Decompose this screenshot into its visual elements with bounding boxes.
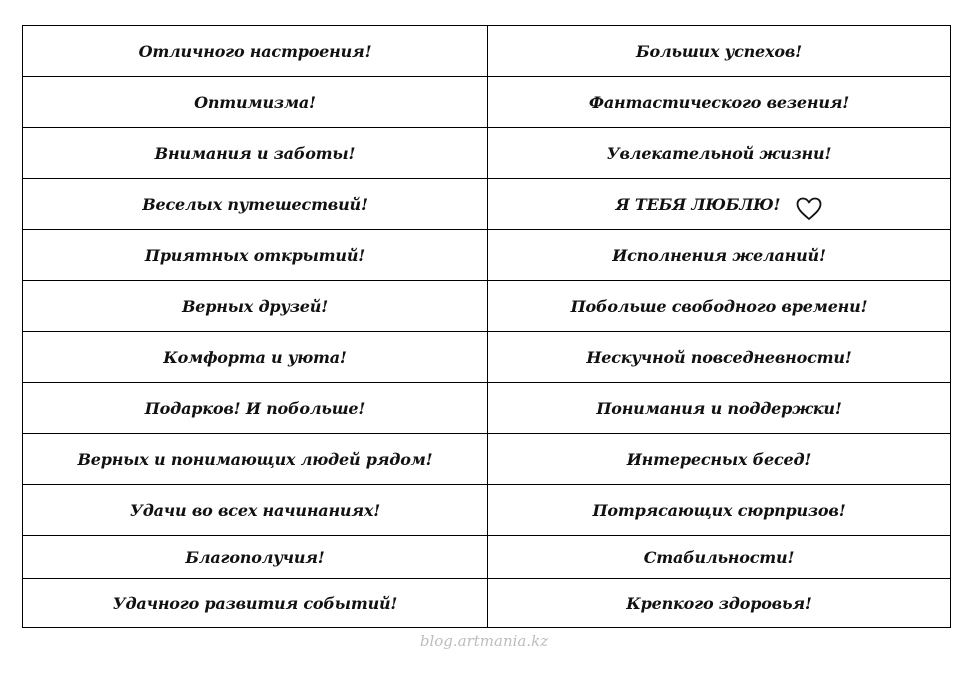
wish-text: Оптимизма! <box>194 92 316 112</box>
wish-cell <box>488 26 950 77</box>
wish-text: Внимания и заботы! <box>154 143 356 163</box>
wish-text: Потрясающих сюрпризов! <box>592 500 846 520</box>
wish-cell <box>488 179 950 230</box>
wish-cell <box>23 485 488 536</box>
wish-text: Побольше свободного времени! <box>570 296 868 316</box>
wish-text: Нескучной повседневности! <box>586 347 852 367</box>
wish-cell <box>488 281 950 332</box>
wish-text: Интересных бесед! <box>626 449 812 469</box>
wish-text: Фантастического везения! <box>588 92 850 112</box>
wish-text: Удачного развития событий! <box>112 594 398 613</box>
wish-text: Стабильности! <box>643 547 795 567</box>
wish-cell <box>488 230 950 281</box>
wish-text: Благополучия! <box>185 547 325 567</box>
wish-cell <box>488 332 950 383</box>
wish-cell <box>488 77 950 128</box>
wish-text: Удачи во всех начинаниях! <box>129 500 381 520</box>
wish-table <box>22 25 951 628</box>
wish-text: Я ТЕБЯ ЛЮБЛЮ! <box>615 194 781 214</box>
wish-cell <box>488 579 950 628</box>
wish-text: Крепкого здоровья! <box>626 594 812 613</box>
wish-text: Верных друзей! <box>181 296 329 316</box>
wish-cell <box>23 332 488 383</box>
wish-cell <box>23 579 488 628</box>
wish-text: Подарков! И побольше! <box>144 398 366 418</box>
wish-text: Приятных открытий! <box>144 245 366 265</box>
watermark: blog.artmania.kz <box>419 632 549 650</box>
wish-text: Комфорта и уюта! <box>163 347 347 367</box>
wish-cell <box>23 434 488 485</box>
wish-cell <box>23 179 488 230</box>
wish-cell <box>488 383 950 434</box>
wish-cell <box>488 485 950 536</box>
wish-cell <box>23 77 488 128</box>
wish-cell <box>23 26 488 77</box>
wish-text: Отличного настроения! <box>138 41 372 61</box>
wish-text: Исполнения желаний! <box>612 245 826 265</box>
wish-text: Больших успехов! <box>636 41 802 61</box>
wish-text: Веселых путешествий! <box>142 194 368 214</box>
wish-cell <box>488 536 950 579</box>
wish-cell <box>23 383 488 434</box>
wish-text: Увлекательной жизни! <box>606 143 832 163</box>
heart-outline-icon <box>796 197 822 221</box>
wish-text: Верных и понимающих людей рядом! <box>77 449 433 469</box>
wish-cell <box>23 281 488 332</box>
wish-text: Понимания и поддержки! <box>596 398 842 418</box>
wish-cell <box>488 434 950 485</box>
wish-cell <box>23 128 488 179</box>
wish-cell <box>488 128 950 179</box>
wish-cell <box>23 230 488 281</box>
wish-cell <box>23 536 488 579</box>
